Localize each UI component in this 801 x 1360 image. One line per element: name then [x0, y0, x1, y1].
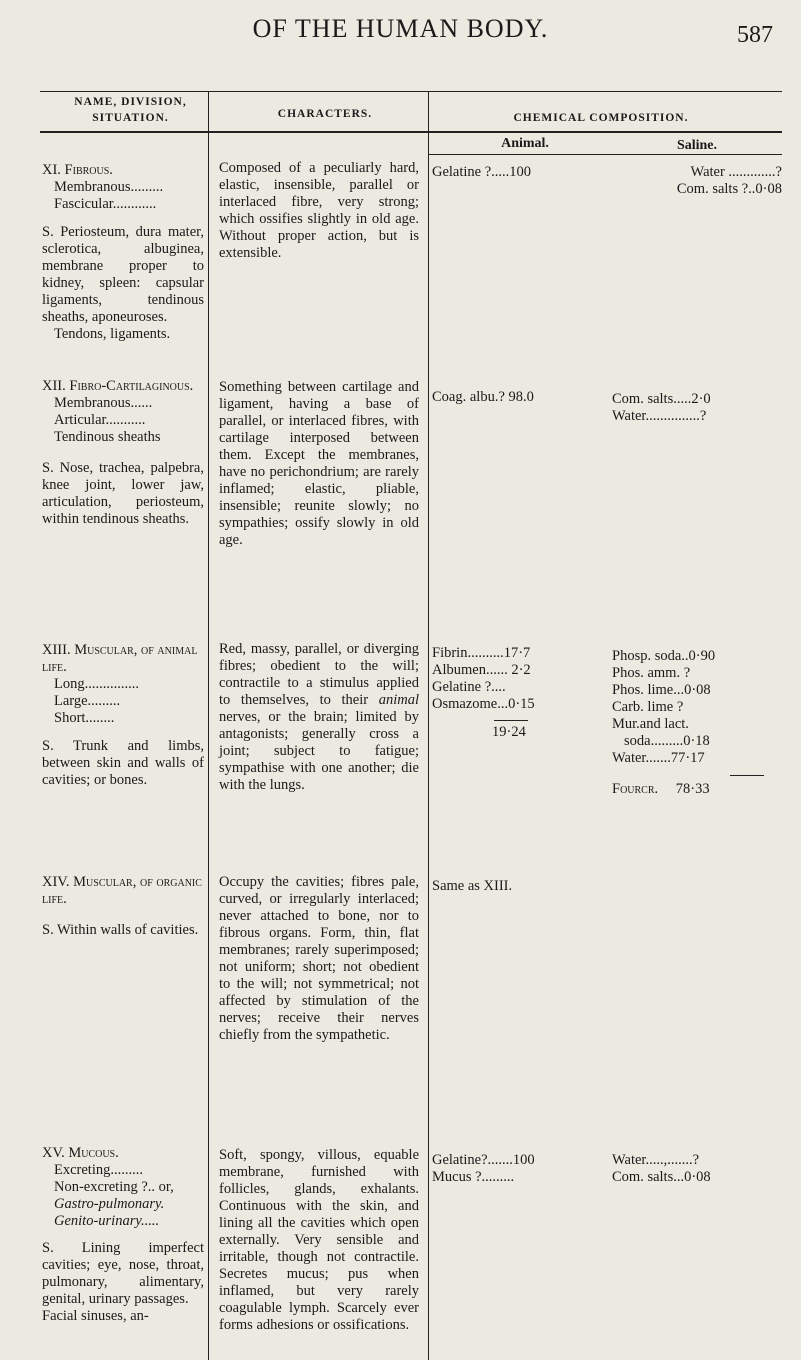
header-bottom-rule [40, 131, 782, 133]
row-xii-characters: Something between cartilage and ligament, having a base of parallel, or interlaced fibres, with cartilage interposed between them. Except the membranes, have no perichondrium; are rarely inflamed; elastic, pliable, insensible; reunite slowly; no sympathies; ossify slowly in old age. [219, 379, 419, 548]
column-rule-2 [428, 91, 429, 1360]
row-title: XII. Fibro-Cartilaginous. [42, 378, 194, 394]
saline-item: Water.....,.......? [612, 1152, 700, 1168]
saline-item: Carb. lime ? [612, 699, 684, 715]
situation-text: S. Periosteum, dura mater, sclerotica, albuginea, membrane proper to kidney, spleen: capsular ligaments, tendinous sheaths, aponeuroses. [42, 224, 204, 325]
header-top-rule [40, 91, 782, 92]
animal-item: Albumen...... 2·2 [432, 662, 531, 678]
sum-rule [494, 720, 528, 721]
saline-item: Water .............? [690, 164, 782, 180]
kind-item: Genito-urinary..... [54, 1213, 160, 1229]
row-xii-saline [612, 391, 782, 425]
column-rule-1 [208, 91, 209, 1360]
row-xv-characters: Soft, spongy, villous, equable membrane, furnished with follicles, glands, exhalants. Continuous with the skin, and lining all the cavities which open externally. Very sensible and irritable, though not contractile. Secretes mucus; pus when inflamed, but very rarely coagulable lymph. Scarcely ever forms adhesions or ossifications. [219, 1147, 419, 1333]
situation-text: S. Lining imperfect cavities; eye, nose, throat, pulmonary, alimentary, genital, urinary passages. [42, 1240, 204, 1307]
kind-item: Long............... [54, 676, 139, 692]
row-xiii-characters [219, 641, 419, 794]
saline-total: 78·33 [675, 781, 710, 797]
animal-item: Gelatine ?.... [432, 679, 506, 695]
characters-emphasis: animal [378, 692, 419, 708]
row-xiv-name [42, 874, 204, 939]
kind-item: Gastro-pulmonary. [54, 1196, 165, 1212]
header-characters: CHARACTERS. [277, 108, 373, 120]
saline-item: Com. salts ?..0·08 [676, 181, 782, 197]
saline-item: Phos. amm. ? [612, 665, 691, 681]
kind-item: Short........ [54, 710, 115, 726]
running-title: OF THE HUMAN BODY. [252, 14, 549, 43]
row-xii-animal [432, 389, 602, 406]
animal-item: Fibrin..........17·7 [432, 645, 531, 661]
row-title: XIV. Muscular, of organic life. [42, 874, 202, 907]
extra-text: Facial sinuses, an- [42, 1308, 149, 1324]
row-xi-characters: Composed of a peculiarly hard, elastic, insensible, parallel or interlaced fibre, very strong; which ossifies slightly in old age. Without proper action, but is extensible. [219, 160, 419, 261]
saline-item: Water.......77·17 [612, 750, 705, 766]
animal-item: Mucus ?......... [432, 1169, 515, 1185]
header-name: NAME, DIVISION, [74, 96, 187, 108]
kind-item: Large......... [54, 693, 121, 709]
animal-item: Same as XIII. [432, 878, 513, 894]
situation-text: S. Trunk and limbs, between skin and walls of cavities; or bones. [42, 738, 204, 788]
header-animal: Animal. [501, 136, 549, 151]
kind-item: Membranous......... [54, 179, 164, 195]
animal-item: Gelatine?.......100 [432, 1152, 535, 1168]
kind-item: Tendinous sheaths [54, 429, 161, 445]
row-xv-saline [612, 1152, 782, 1186]
saline-item: Com. salts...0·08 [612, 1169, 711, 1185]
row-xii-name [42, 378, 204, 528]
situation-text: S. Within walls of cavities. [42, 922, 199, 938]
kind-item: Excreting......... [54, 1162, 143, 1178]
header-saline: Saline. [676, 138, 718, 153]
saline-item: Phosp. soda..0·90 [612, 648, 716, 664]
characters-text: Red, massy, parallel, or diverging fibres; obedient to the will; contractile to a stimulus applied to themselves, to their [219, 641, 419, 708]
situation-text: S. Nose, trachea, palpebra, knee joint, lower jaw, articulation, periosteum, within tendinous sheaths. [42, 460, 204, 527]
kind-item: Non-excreting ?.. or, [54, 1179, 174, 1195]
saline-total-line [612, 781, 782, 798]
animal-item: Coag. albu.? 98.0 [432, 389, 534, 405]
kind-item: Membranous...... [54, 395, 153, 411]
saline-item: Water...............? [612, 408, 707, 424]
kind-item: Fascicular............ [54, 196, 157, 212]
row-xi-animal [432, 164, 602, 181]
row-xiii-name [42, 642, 204, 789]
sum-rule [730, 775, 764, 776]
row-xi-name [42, 162, 204, 343]
kind-item: Articular........... [54, 412, 146, 428]
characters-text: nerves, or the brain; limited by antagonists; generally cross a joint; subject to fatigue; sympathise with one another; die with the lungs. [219, 709, 419, 793]
row-title: XIII. Muscular, of animal life. [42, 642, 198, 675]
row-xi-saline [606, 164, 782, 198]
saline-item: soda.........0·18 [624, 733, 710, 749]
row-xiii-animal [432, 645, 602, 741]
extra-text: Tendons, ligaments. [54, 326, 171, 342]
saline-author: Fourcr. [612, 781, 659, 797]
row-xv-name [42, 1145, 204, 1325]
row-title: XI. Fibrous. [42, 162, 113, 178]
page-number: 587 [737, 22, 773, 48]
page-header [0, 14, 801, 64]
saline-item: Com. salts.....2·0 [612, 391, 711, 407]
animal-item: Gelatine ?.....100 [432, 164, 532, 180]
saline-item: Phos. lime...0·08 [612, 682, 711, 698]
row-xv-animal [432, 1152, 602, 1186]
row-xiv-characters: Occupy the cavities; fibres pale, curved, or irregularly interlaced; never attached to bone, nor to fibrous organs. Form, thin, flat membranes; rarely superimposed; not uniform; short; not obedient to the will; not symmetrical; not affected by stimulation of the nerves; receive their nerves chiefly from the sympathetic. [219, 874, 419, 1043]
header-situation: SITUATION. [92, 112, 169, 124]
row-title: XV. Mucous. [42, 1145, 119, 1161]
animal-total: 19·24 [492, 724, 526, 740]
animal-item: Osmazome...0·15 [432, 696, 535, 712]
saline-item: Mur.and lact. [612, 716, 689, 732]
header-chemical: CHEMICAL COMPOSITION. [513, 112, 689, 124]
row-xiii-saline [612, 648, 782, 798]
subheader-rule [428, 154, 782, 155]
row-xiv-animal [432, 878, 602, 895]
